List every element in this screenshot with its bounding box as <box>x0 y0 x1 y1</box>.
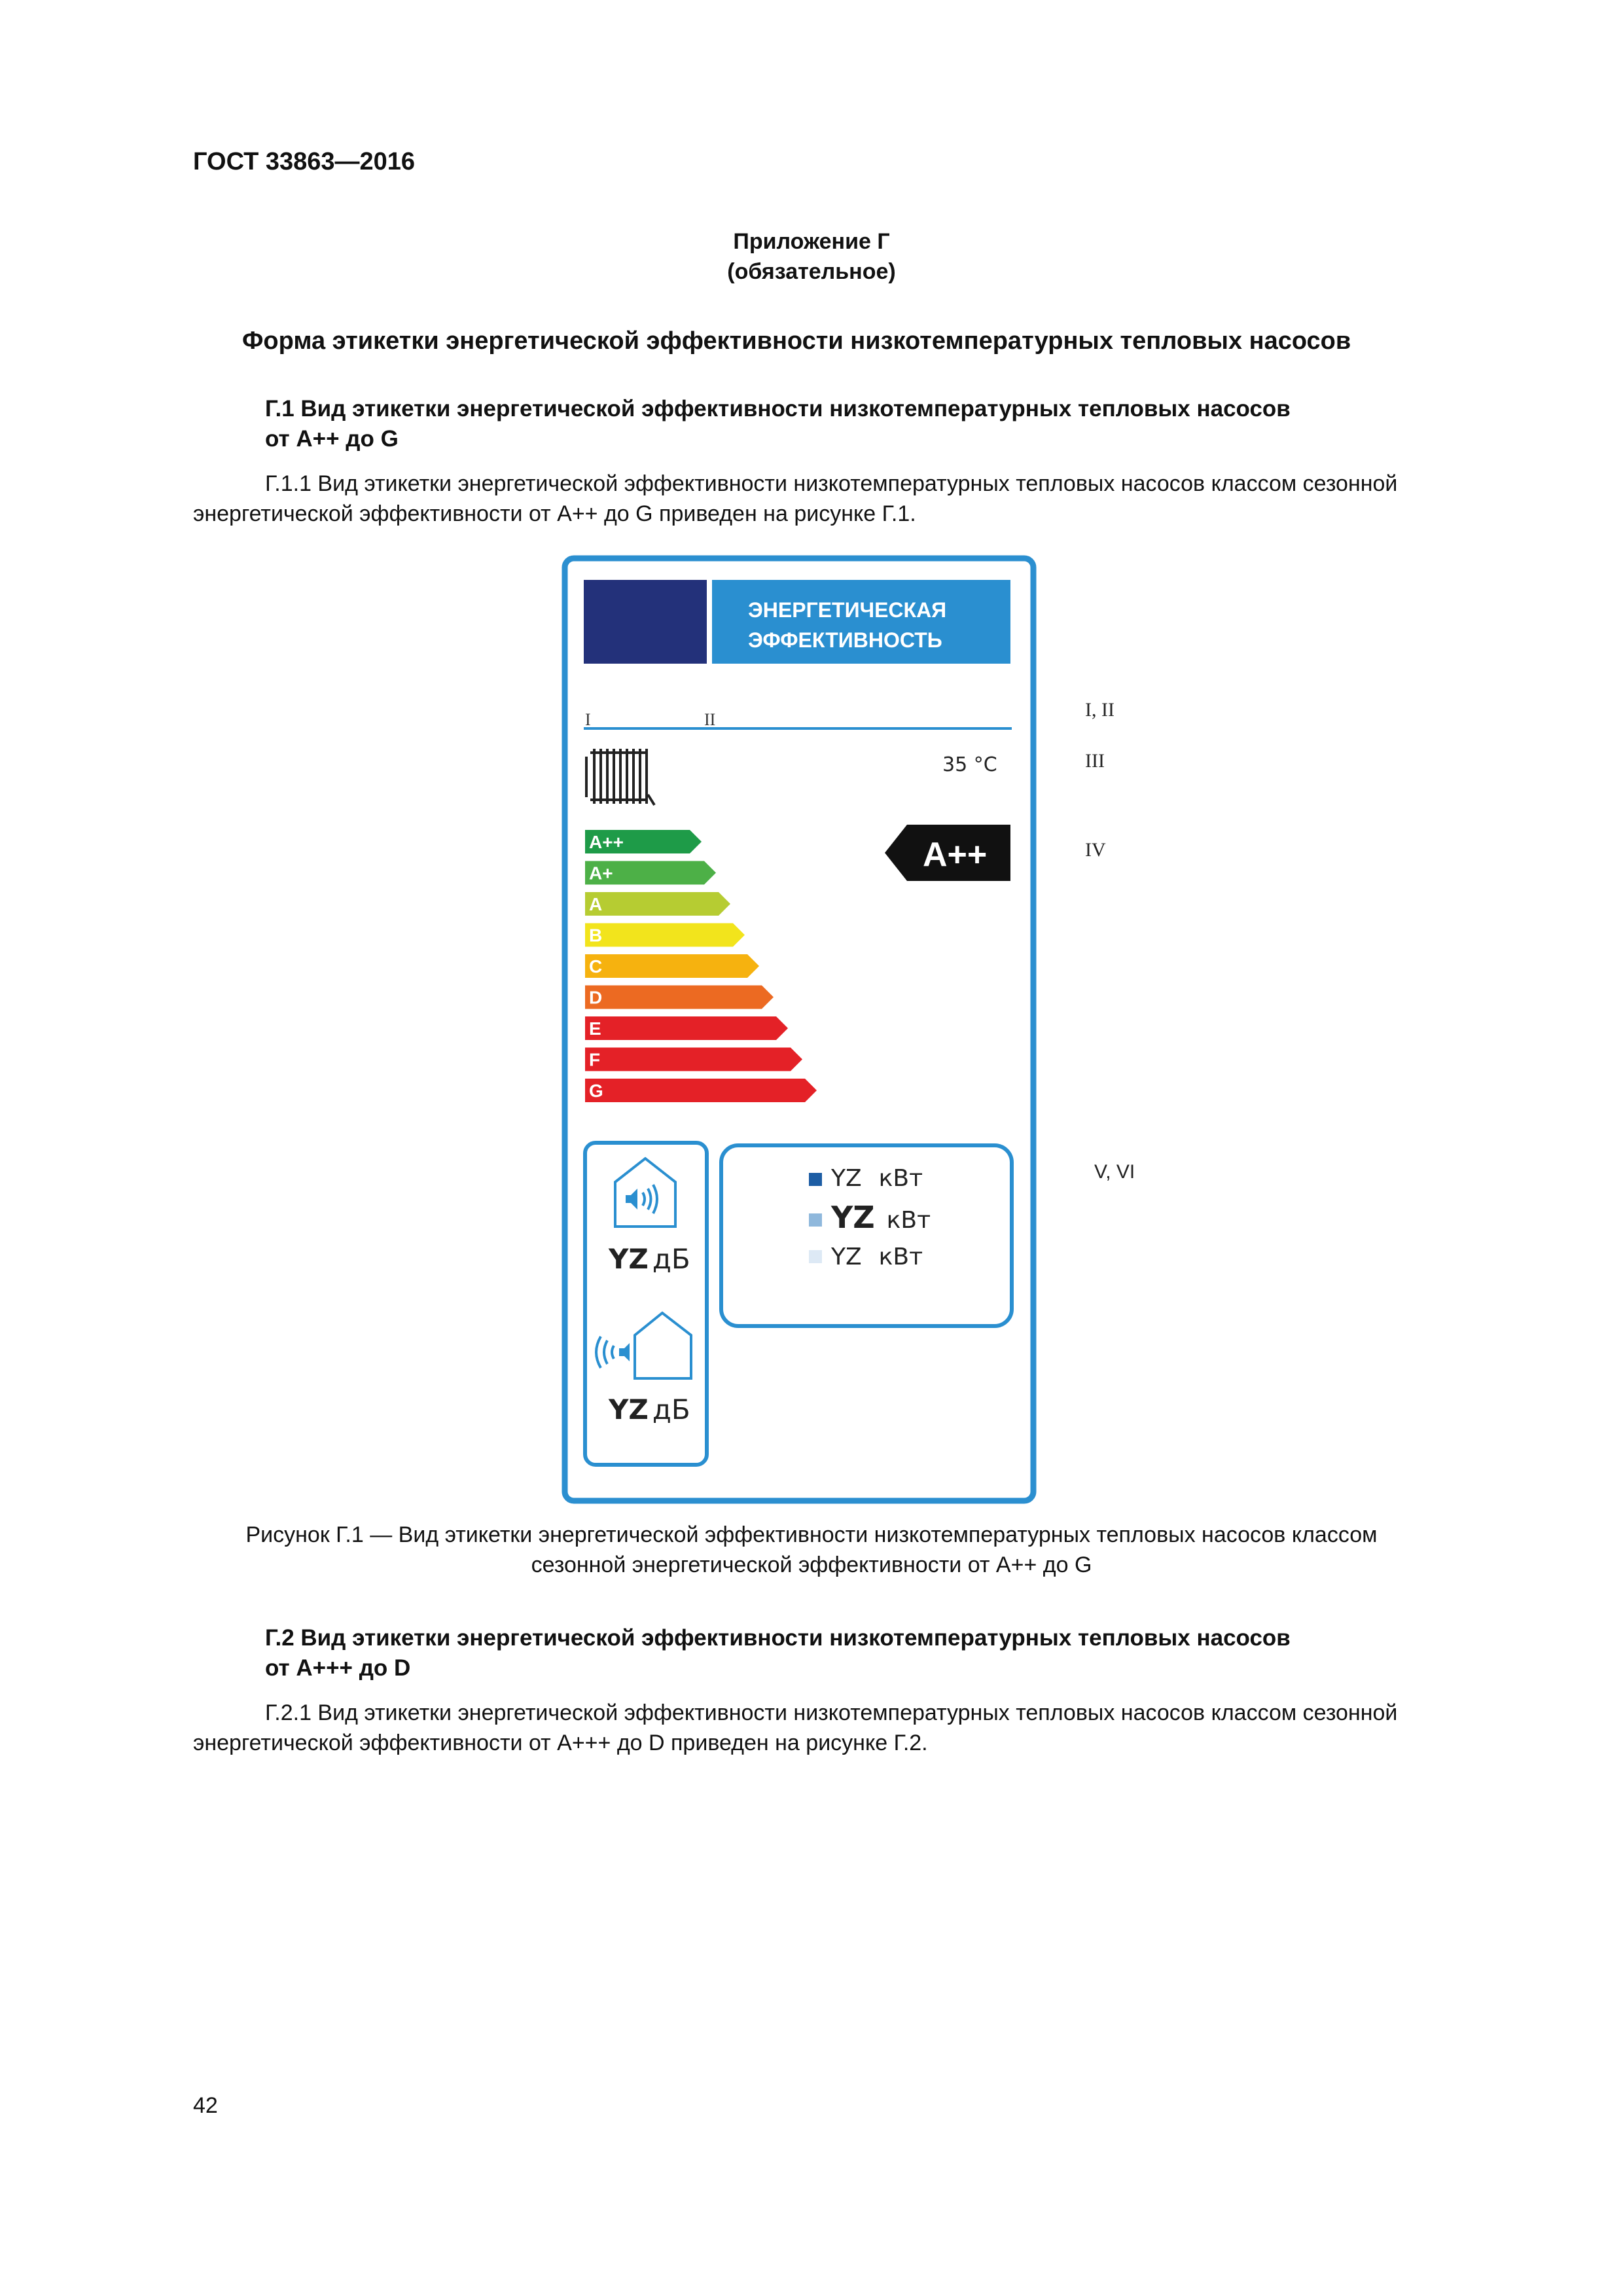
section1-paragraph <box>193 469 1515 529</box>
appendix-title: Приложение Г <box>733 229 890 254</box>
label-logo-block <box>584 580 707 664</box>
section2-heading-line2: от A+++ до D <box>265 1655 411 1681</box>
document-code: ГОСТ 33863—2016 <box>193 148 416 175</box>
label-header-line2: ЭФФЕКТИВНОСТЬ <box>748 628 942 652</box>
noise-indoor-value: YZ <box>609 1243 649 1275</box>
section2-heading-line1: Г.2 Вид этикетки энергетической эффективности низкотемпературных тепловых насосов <box>265 1625 1291 1651</box>
class-bar-label: A <box>589 894 603 914</box>
class-bar-e <box>585 1016 788 1040</box>
main-title: Форма этикетки энергетической эффективности низкотемпературных тепловых насосов <box>242 327 1351 355</box>
page-number: 42 <box>193 2093 218 2118</box>
class-bar-c <box>585 954 759 978</box>
section1-heading <box>265 394 1291 454</box>
section1-heading-line1: Г.1 Вид этикетки энергетической эффективности низкотемпературных тепловых насосов <box>265 396 1291 422</box>
power-colder-value: YZ <box>831 1165 862 1192</box>
class-bar-d <box>585 986 774 1009</box>
power-average-value: YZ <box>831 1200 875 1235</box>
class-bar-label: F <box>589 1049 601 1070</box>
class-bar-label: A+ <box>589 863 613 884</box>
class-bar-label: A++ <box>589 832 624 852</box>
power-warmer-value: YZ <box>831 1244 862 1270</box>
section1-paragraph-text: Г.1.1 Вид этикетки энергетической эффективности низкотемпературных тепловых насосов классом сезонной энергетической эффективности от A++ до G приведен на рисунке Г.1. <box>193 471 1398 526</box>
class-bar-label: G <box>589 1081 603 1101</box>
power-climate-colder-square <box>809 1173 822 1186</box>
class-bar-label: B <box>589 925 603 946</box>
class-bar-b <box>585 924 745 947</box>
class-bar-a <box>585 892 730 916</box>
noise-outdoor-unit: дБ <box>652 1393 690 1426</box>
class-bar-label: C <box>589 956 603 977</box>
side-label-i-ii: I, II <box>1085 699 1115 721</box>
figure-caption <box>196 1520 1427 1580</box>
label-header-line1: ЭНЕРГЕТИЧЕСКАЯ <box>748 598 947 622</box>
power-warmer-unit: кВт <box>878 1244 923 1270</box>
rating-value: A++ <box>923 836 988 874</box>
noise-indoor-unit: дБ <box>652 1243 690 1275</box>
figure-caption-line2: сезонной энергетической эффективности от A++ до G <box>531 1552 1092 1577</box>
appendix-heading <box>0 226 1623 287</box>
side-label-iii: III <box>1085 750 1105 772</box>
class-bar-g <box>585 1079 817 1102</box>
noise-outdoor-value: YZ <box>609 1393 649 1426</box>
side-label-v-vi: V, VI <box>1094 1161 1135 1183</box>
figure-caption-line1: Рисунок Г.1 — Вид этикетки энергетической эффективности низкотемпературных тепловых насосов классом <box>245 1522 1378 1547</box>
section2-heading <box>265 1623 1291 1683</box>
power-colder-unit: кВт <box>878 1165 923 1192</box>
power-climate-average-square <box>809 1213 822 1227</box>
energy-label <box>562 555 1039 1504</box>
appendix-status: (обязательное) <box>727 259 896 284</box>
class-bar-label: E <box>589 1018 601 1039</box>
section2-paragraph <box>193 1698 1515 1758</box>
label-temperature: 35 °C <box>942 753 997 776</box>
section2-paragraph-text: Г.2.1 Вид этикетки энергетической эффективности низкотемпературных тепловых насосов классом сезонной энергетической эффективности от A+++ до D приведен на рисунке Г.2. <box>193 1700 1398 1755</box>
power-average-unit: кВт <box>886 1207 931 1234</box>
section1-heading-line2: от A++ до G <box>265 426 399 452</box>
class-bar-label: D <box>589 987 603 1008</box>
power-climate-warmer-square <box>809 1250 822 1263</box>
label-field-i: I <box>585 710 591 729</box>
side-label-iv: IV <box>1085 839 1106 861</box>
class-bar-f <box>585 1048 802 1071</box>
label-field-ii: II <box>704 710 716 729</box>
